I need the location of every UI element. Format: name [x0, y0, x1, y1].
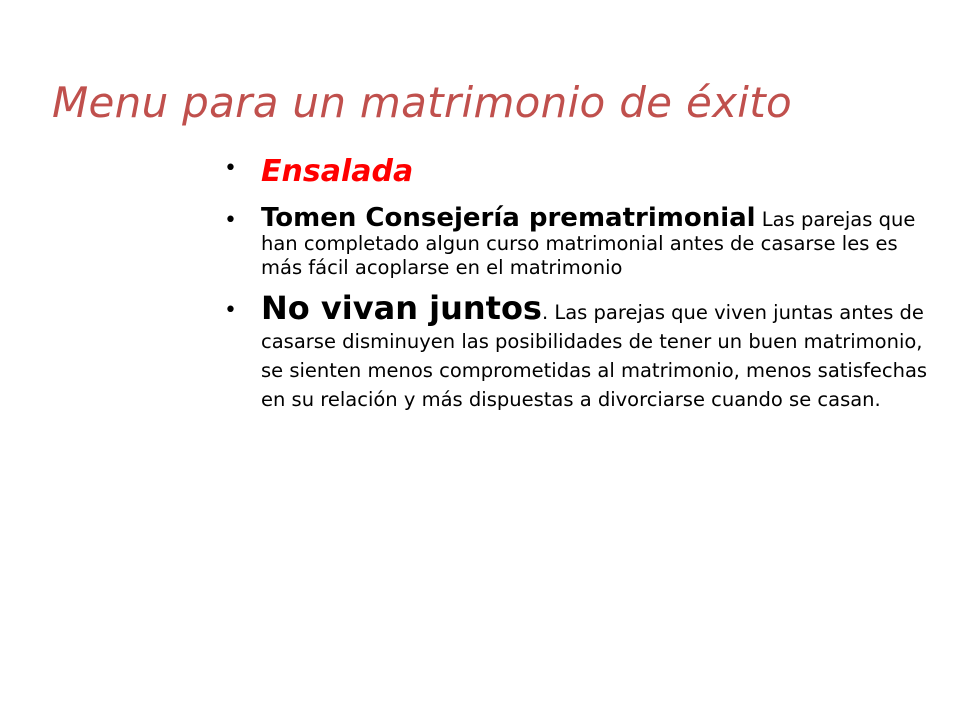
bullet-heading-no-vivan-juntos: No vivan juntos — [261, 289, 542, 327]
bullet-body-consejeria: Las parejas que han completado algun curso matrimonial antes de casarse les es más fácil acoplarse en el matrimonio — [261, 208, 916, 279]
bullet-marker: • — [224, 298, 237, 323]
bullet-item-ensalada — [224, 150, 944, 194]
bullet-marker: • — [224, 156, 237, 181]
bullet-text-consejeria — [261, 203, 944, 280]
bullet-item-no-vivan-juntos — [224, 289, 944, 414]
bullet-list — [224, 150, 944, 414]
bullet-body-no-vivan-juntos: . Las parejas que viven juntas antes de casarse disminuyen las posibilidades de tener un buen matrimonio, se sienten menos comprometidas al matrimonio, menos satisfechas en su relación y más dispuestas a divorciarse cuando se casan. — [261, 301, 928, 411]
bullet-text-no-vivan-juntos — [261, 289, 944, 414]
bullet-heading-ensalada: Ensalada — [261, 154, 414, 189]
bullet-marker: • — [224, 208, 237, 233]
slide-title: Menu para un matrimonio de éxito — [52, 78, 792, 127]
bullet-item-consejeria — [224, 203, 944, 280]
bullet-heading-consejeria: Tomen Consejería prematrimonial — [261, 203, 756, 233]
